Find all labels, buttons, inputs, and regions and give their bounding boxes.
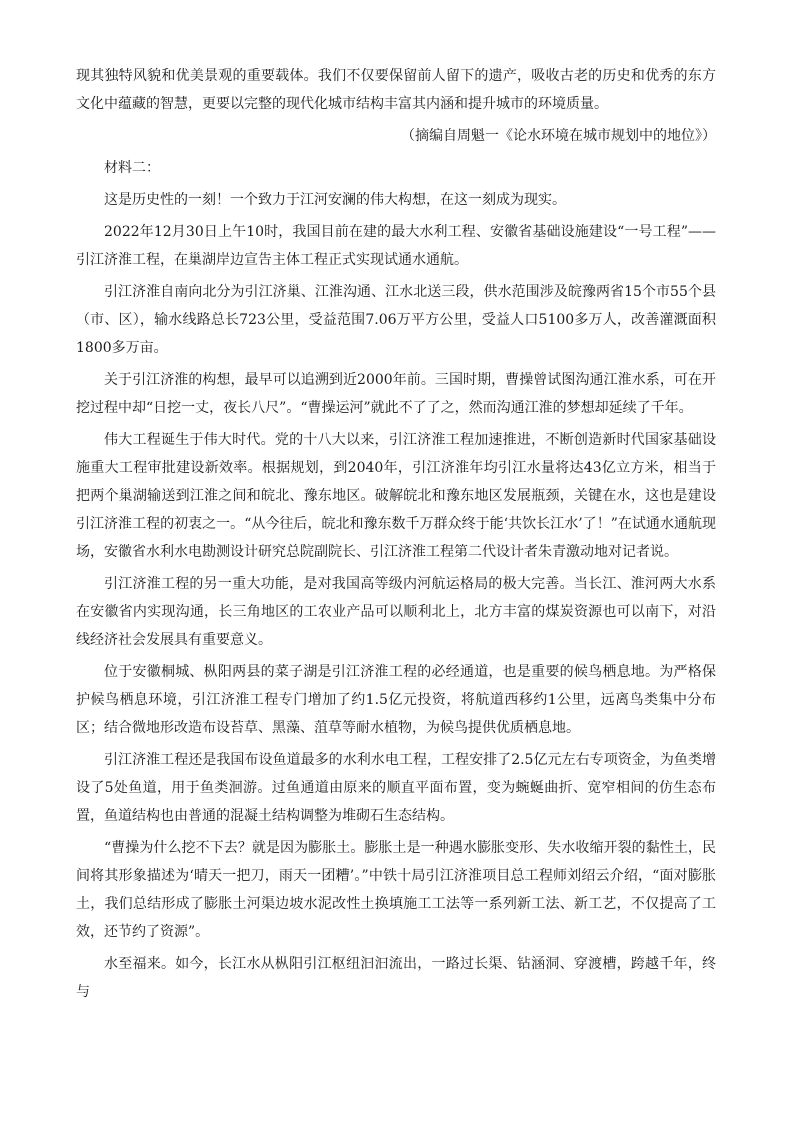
- source-citation: （摘编自周魁一《论水环境在城市规划中的地位》）: [401, 128, 716, 144]
- paragraph-5: 伟大工程诞生于伟大时代。党的十八大以来，引江济淮工程加速推进，不断创造新时代国家基础设施重大工程审批建设新效率。根据规划，到2040年，引江济淮年均引江水量将达43亿立方米，相当于把两个巢湖输送到江淮之间和皖北、豫东地区。破解皖北和豫东地区发展瓶颈，关键在水，这也是建设引江济淮工程的初衷之一。“从今往后，皖北和豫东数千万群众终于能‘共饮长江水’了！”在试通水通航现场，安徽省水利水电勘测设计研究总院副院长、引江济淮工程第二代设计者朱青激动地对记者说。: [76, 432, 716, 560]
- material-heading: 材料二：: [104, 160, 160, 176]
- paragraph-6: 引江济淮工程的另一重大功能，是对我国高等级内河航运格局的极大完善。当长江、淮河两大水系在安徽省内实现沟通，长三角地区的工农业产品可以顺利北上，北方丰富的煤炭资源也可以南下，对沿线经济社会发展具有重要意义。: [76, 576, 716, 648]
- paragraph-8: 引江济淮工程还是我国布设鱼道最多的水利水电工程，工程安排了2.5亿元左右专项资金，为鱼类增设了5处鱼道，用于鱼类洄游。过鱼通道由原来的顺直平面布置，变为蜿蜒曲折、宽窄相间的仿生态布置，鱼道结构也由普通的混凝土结构调整为堆砌石生态结构。: [76, 752, 716, 824]
- paragraph-3: 引江济淮自南向北分为引江济巢、江淮沟通、江水北送三段，供水范围涉及皖豫两省15个市55个县（市、区），输水线路总长723公里，受益范围7.06万平方公里，受益人口5100多万人，改善灌溉面积1800多万亩。: [76, 284, 716, 356]
- document-page: [76, 62, 716, 1010]
- paragraph-9: “曹操为什么挖不下去？就是因为膨胀土。膨胀土是一种遇水膨胀变形、失水收缩开裂的黏性土，民间将其形象描述为‘晴天一把刀，雨天一团糟’。”中铁十局引江济淮项目总工程师刘绍云介绍，“面对膨胀土，我们总结形成了膨胀土河渠边坡水泥改性土换填施工工法等一系列新工法、新工艺，不仅提高了工效，还节约了资源”。: [76, 840, 716, 940]
- paragraph-2: 2022年12月30日上午10时，我国目前在建的最大水利工程、安徽省基础设施建设“一号工程”——引江济淮工程，在巢湖岸边宣告主体工程正式实现试通水通航。: [76, 224, 716, 268]
- paragraph-4: 关于引江济淮的构想，最早可以追溯到近2000年前。三国时期，曹操曾试图沟通江淮水系，可在开挖过程中却“日挖一丈，夜长八尺”。“曹操运河”就此不了了之，然而沟通江淮的梦想却延续了千年。: [76, 372, 716, 416]
- paragraph-10: 水至福来。如今，长江水从枞阳引江枢纽汩汩流出，一路过长渠、钻涵洞、穿渡槽，跨越千年，终与: [76, 956, 716, 1000]
- paragraph-continued: 现其独特风貌和优美景观的重要载体。我们不仅要保留前人留下的遗产，吸收古老的历史和优秀的东方文化中蕴藏的智慧，更要以完整的现代化城市结构丰富其内涵和提升城市的环境质量。: [76, 68, 716, 112]
- paragraph-7: 位于安徽桐城、枞阳两县的菜子湖是引江济淮工程的必经通道，也是重要的候鸟栖息地。为严格保护候鸟栖息环境，引江济淮工程专门增加了约1.5亿元投资，将航道西移约1公里，远离鸟类集中分布区；结合微地形改造布设苔草、黑藻、菹草等耐水植物，为候鸟提供优质栖息地。: [76, 664, 716, 736]
- paragraph-1: 这是历史性的一刻！一个致力于江河安澜的伟大构想，在这一刻成为现实。: [104, 192, 566, 208]
